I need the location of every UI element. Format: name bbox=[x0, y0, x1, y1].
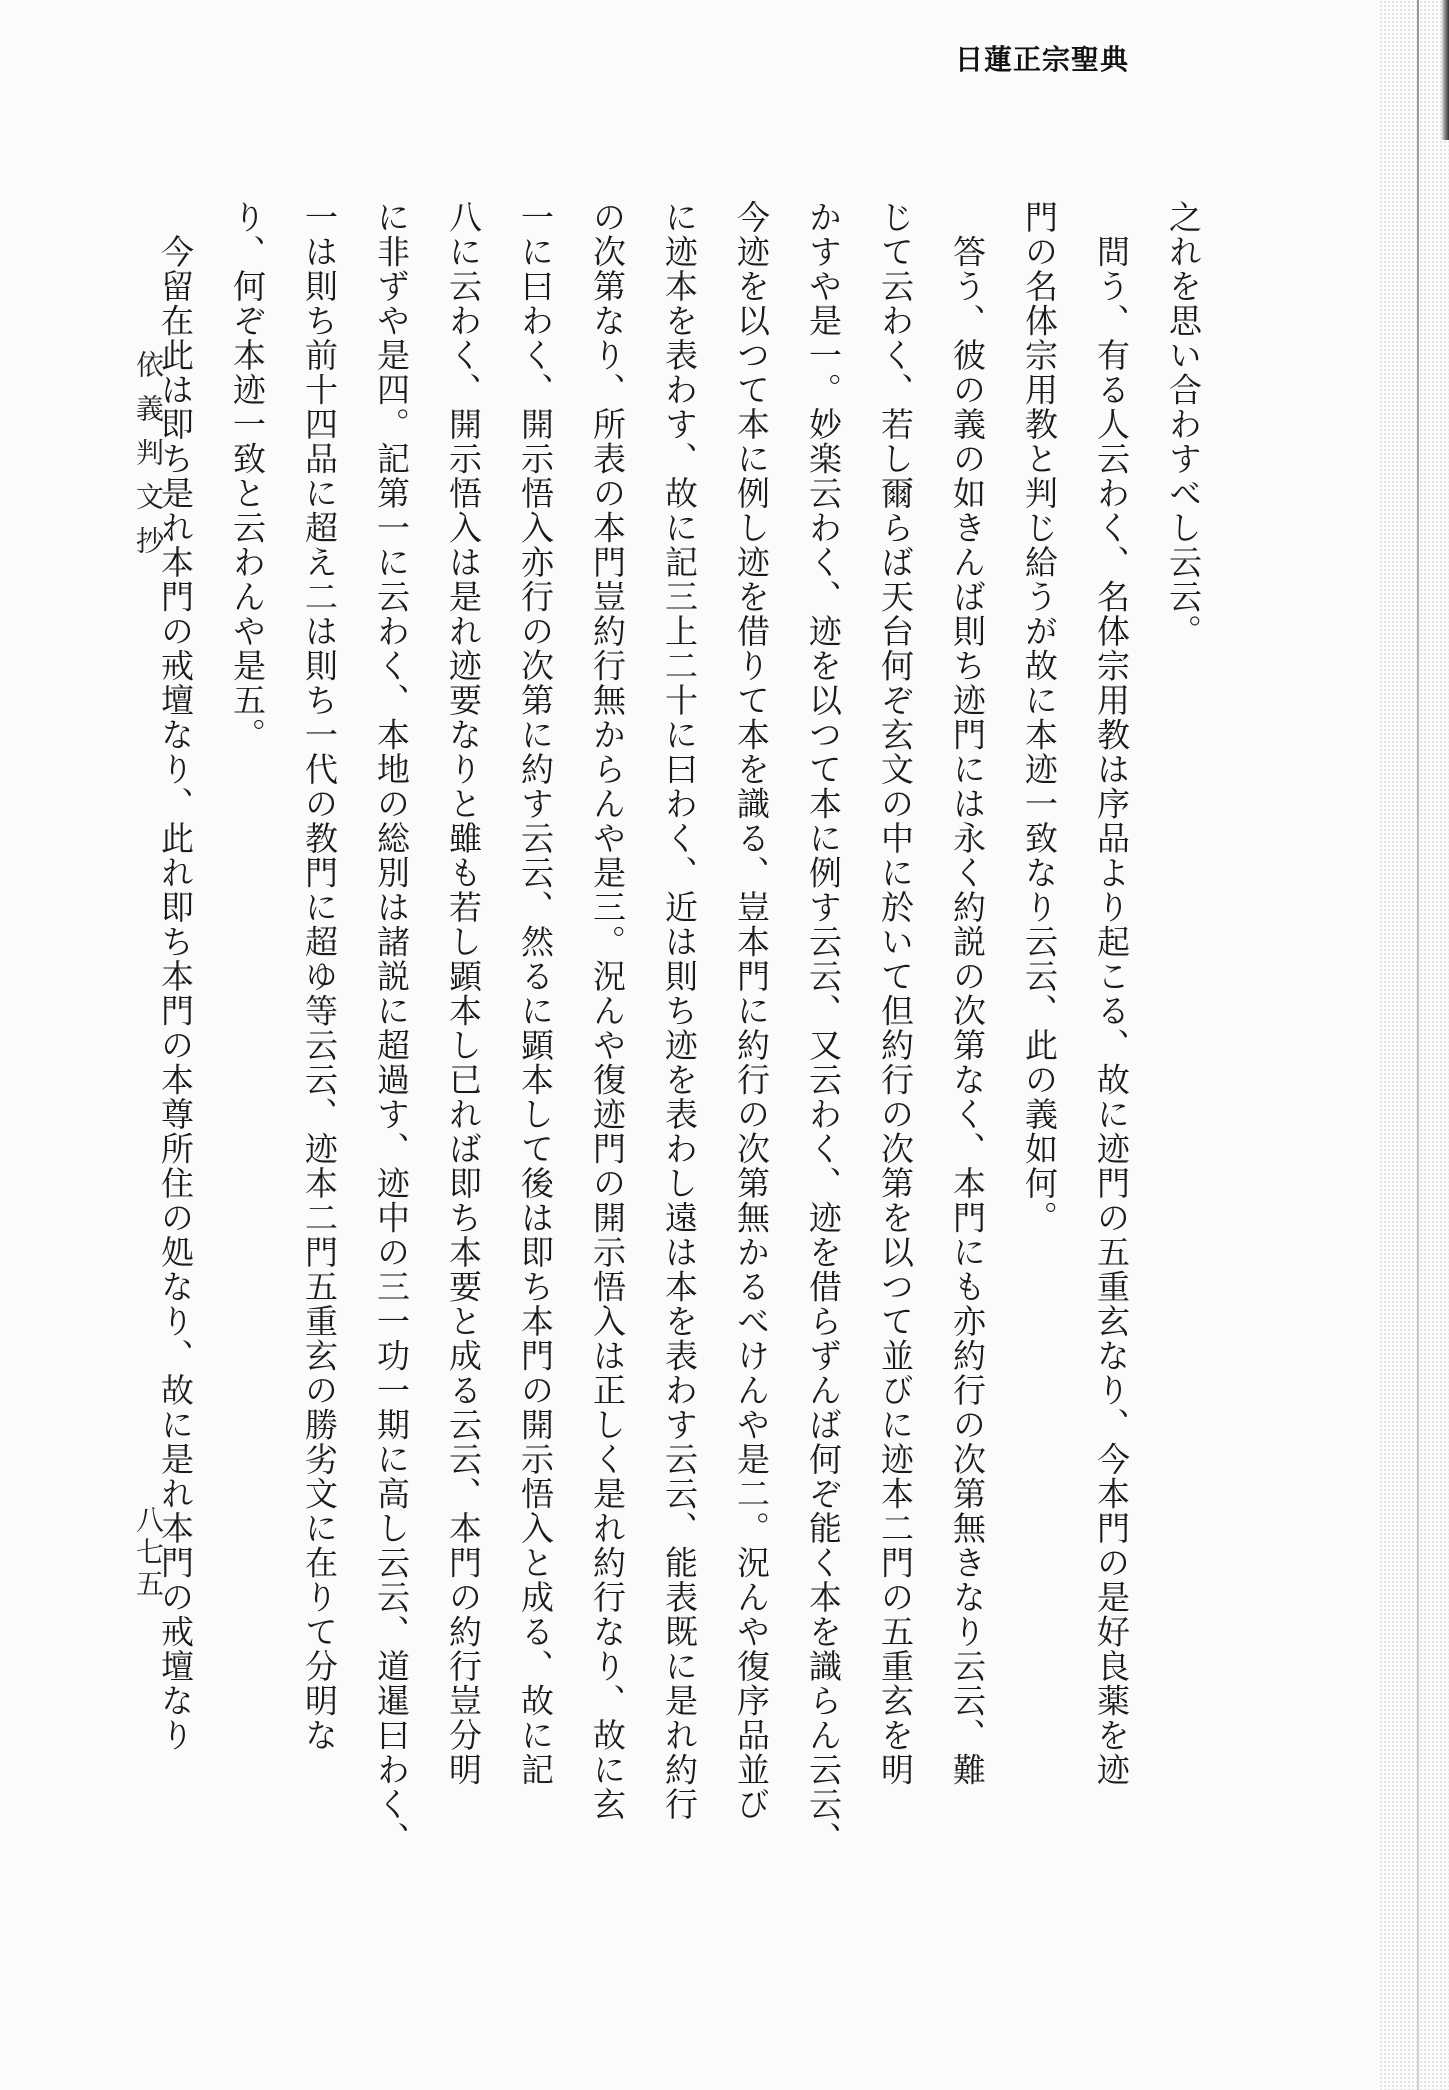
book-spine-line bbox=[1417, 0, 1419, 2090]
text-line: 今留在此は即ち是れ本門の戒壇なり、此れ即ち本門の本尊所住の処なり、故に是れ本門の戒壇なり bbox=[156, 200, 195, 1753]
text-line: に非ずや是四。記第一に云わく、本地の総別は諸説に超過す、迹中の三一功一期に高し云云、道暹曰わく、 bbox=[372, 200, 411, 1856]
text-line: 一に曰わく、開示悟入亦行の次第に約す云云、然るに顕本して後は即ち本門の開示悟入と成る、故に記 bbox=[516, 200, 555, 1787]
text-line: 今迹を以つて本に例し迹を借りて本を識る、豈本門に約行の次第無かるべけんや是二。況んや復序品並び bbox=[732, 200, 771, 1822]
text-line: 問う、有る人云わく、名体宗用教は序品より起こる、故に迹門の五重玄なり、今本門の是好良薬を迹 bbox=[1092, 200, 1131, 1787]
body-text bbox=[139, 200, 1219, 1900]
text-line: 答う、彼の義の如きんば則ち迹門には永く約説の次第なく、本門にも亦約行の次第無きなり云云、難 bbox=[948, 200, 987, 1787]
book-gutter bbox=[1379, 0, 1449, 2090]
text-line: に迹本を表わす、故に記三上二十に曰わく、近は則ち迹を表わし遠は本を表わす云云、能表既に是れ約行 bbox=[660, 200, 699, 1822]
book-title: 依義判文抄 bbox=[132, 350, 165, 570]
text-line: 一は則ち前十四品に超え二は則ち一代の教門に超ゆ等云云、迹本二門五重玄の勝劣文に在りて分明な bbox=[300, 200, 339, 1753]
text-line: 門の名体宗用教と判じ給うが故に本迹一致なり云云、此の義如何。 bbox=[1020, 200, 1059, 1235]
running-head: 日蓮正宗聖典 bbox=[955, 43, 1130, 76]
text-line: 八に云わく、開示悟入は是れ迹要なりと雖も若し顕本し已れば即ち本要と成る云云、本門の約行豈分明 bbox=[444, 200, 483, 1787]
text-line: の次第なり、所表の本門豈約行無からんや是三。況んや復迹門の開示悟入は正しく是れ約行なり、故に玄 bbox=[588, 200, 627, 1822]
book-spine-shadow bbox=[1441, 0, 1449, 140]
text-line: 之れを思い合わすべし云云。 bbox=[1164, 200, 1203, 649]
text-line: じて云わく、若し爾らば天台何ぞ玄文の中に於いて但約行の次第を以つて並びに迹本二門の五重玄を明 bbox=[876, 200, 915, 1787]
page-number: 八七五 bbox=[132, 1505, 165, 1601]
text-line: かすや是一。妙楽云わく、迹を以つて本に例す云云、又云わく、迹を借らずんば何ぞ能く本を識らん云云、 bbox=[804, 200, 843, 1856]
text-line: り、何ぞ本迹一致と云わんや是五。 bbox=[228, 200, 267, 752]
